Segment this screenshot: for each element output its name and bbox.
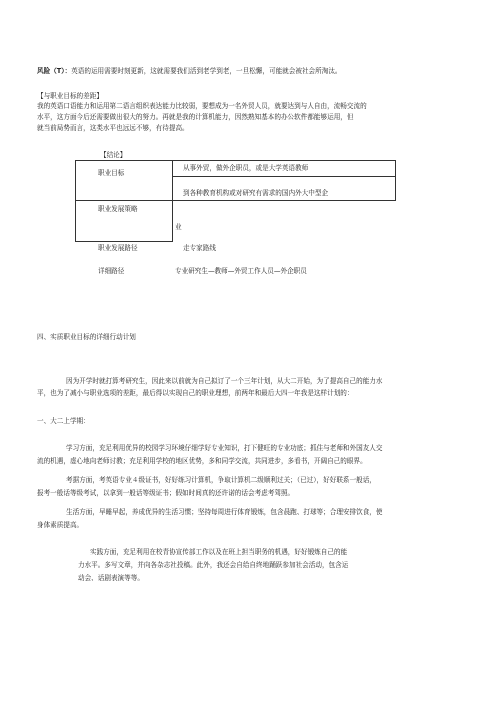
- plan-exam-line-1: 考据方面，考英语专业４级证书，好好练习计算机，争取计算机二级顺利过关；（已过），好好联系一般话，: [66, 476, 376, 484]
- table-rule-1: [172, 176, 395, 177]
- gap-line-1: 我的英语口语能力和运用第二语言组织表达能力比较弱，要想成为一名外贸人员，就要达到与人自由，流畅交流的: [37, 102, 367, 110]
- table-value-detail-path: 专业研究生—教师—外贸工作人员—外企职员: [175, 267, 307, 275]
- conclusion-heading: 【结论】: [100, 151, 127, 159]
- table-rule-3: [75, 241, 172, 242]
- table-label-detail-path: 详细路径: [98, 267, 125, 275]
- risk-label: 风险（T）：: [37, 67, 72, 75]
- plan-practice-line-3: 动会、话剧表演等等。: [78, 574, 144, 582]
- plan-practice-line-2: 力水平。多写文章，并向各杂志社投稿。此外，我还会自给自终地踊跃参加社会活动，包含运: [78, 561, 349, 569]
- table-label-strategy: 职业发展策略: [98, 205, 138, 213]
- table-value-strategy-cont: 业: [175, 223, 182, 231]
- table-label-path: 职业发展路径: [98, 244, 138, 252]
- plan-life-line-1: 生活方面，早睡早起，养成优异的生活习惯；坚持每周进行体育锻炼，包含晨跑、打球等；合理安排饮食，使: [66, 508, 383, 516]
- intro-line-1: 因为开学时就打算考研究生，因此来以前就为自己拟订了一个三年计划，从大二开始，为了提高自己的能力水: [66, 377, 383, 385]
- section-4-title: 四、实质职业目标的详细行动计划: [37, 333, 136, 341]
- intro-line-2: 平，也为了减小与职业选项的差距，最后得以实现自己的职业理想，前两年和最后大四一年我是这样计划的：: [37, 389, 354, 397]
- risk-paragraph: [37, 66, 342, 77]
- plan-exam-line-2: 报考一般话等级考试，以拿到一般话等级证书；假如时间真的还许诺的话会考虑考驾照。: [37, 489, 295, 497]
- table-rule-top: [75, 160, 395, 161]
- plan-practice-line-1: 实践方面，充足利用在校青协宣传部工作以及在班上担当职务的机遇，好好锻炼自己的能: [90, 548, 348, 556]
- year-heading: 一、大二上学期：: [37, 417, 90, 425]
- gap-heading: 【与职业目标的差距】: [37, 92, 103, 100]
- table-rule-right: [395, 160, 396, 201]
- gap-line-2: 水平，这方面今后还需要做出很大的努力。再就是我的计算机能力，因然熟知基本的办公软件都能够运用，但: [37, 113, 354, 121]
- table-value-strategy: 到各种教育机构或对研究有需求的国内外大中型企: [183, 189, 329, 197]
- table-rule-2: [75, 200, 395, 201]
- table-value-career-goal: 从事外贸，做外企职员，或是大学英语教师: [183, 164, 309, 172]
- table-value-path: 走专家路线: [183, 244, 216, 252]
- table-rule-left: [75, 160, 76, 242]
- table-rule-mid: [172, 160, 173, 242]
- table-label-career-goal: 职业目标: [98, 169, 125, 177]
- plan-study-line-1: 学习方面，充足利用优异的校园学习环境仔细学好专业知识，打下健旺的专业功底；抓住与老师和外国友人交: [66, 444, 383, 452]
- plan-life-line-2: 身体素质提高。: [37, 521, 84, 529]
- plan-study-line-2: 流的机遇，虚心地向老师讨教；充足利用学校的地区优势，多和同学交流，共同进步，多看书，开阔自己的眼界。: [37, 457, 367, 465]
- risk-text: 英语的运用需要时刻更新，这就需要我们活到老学到老，一旦松懈，可能就会被社会所淘汰。: [71, 67, 342, 75]
- gap-line-3: 就当前局势而言，这类水平也远远不够，有待提高。: [37, 124, 189, 132]
